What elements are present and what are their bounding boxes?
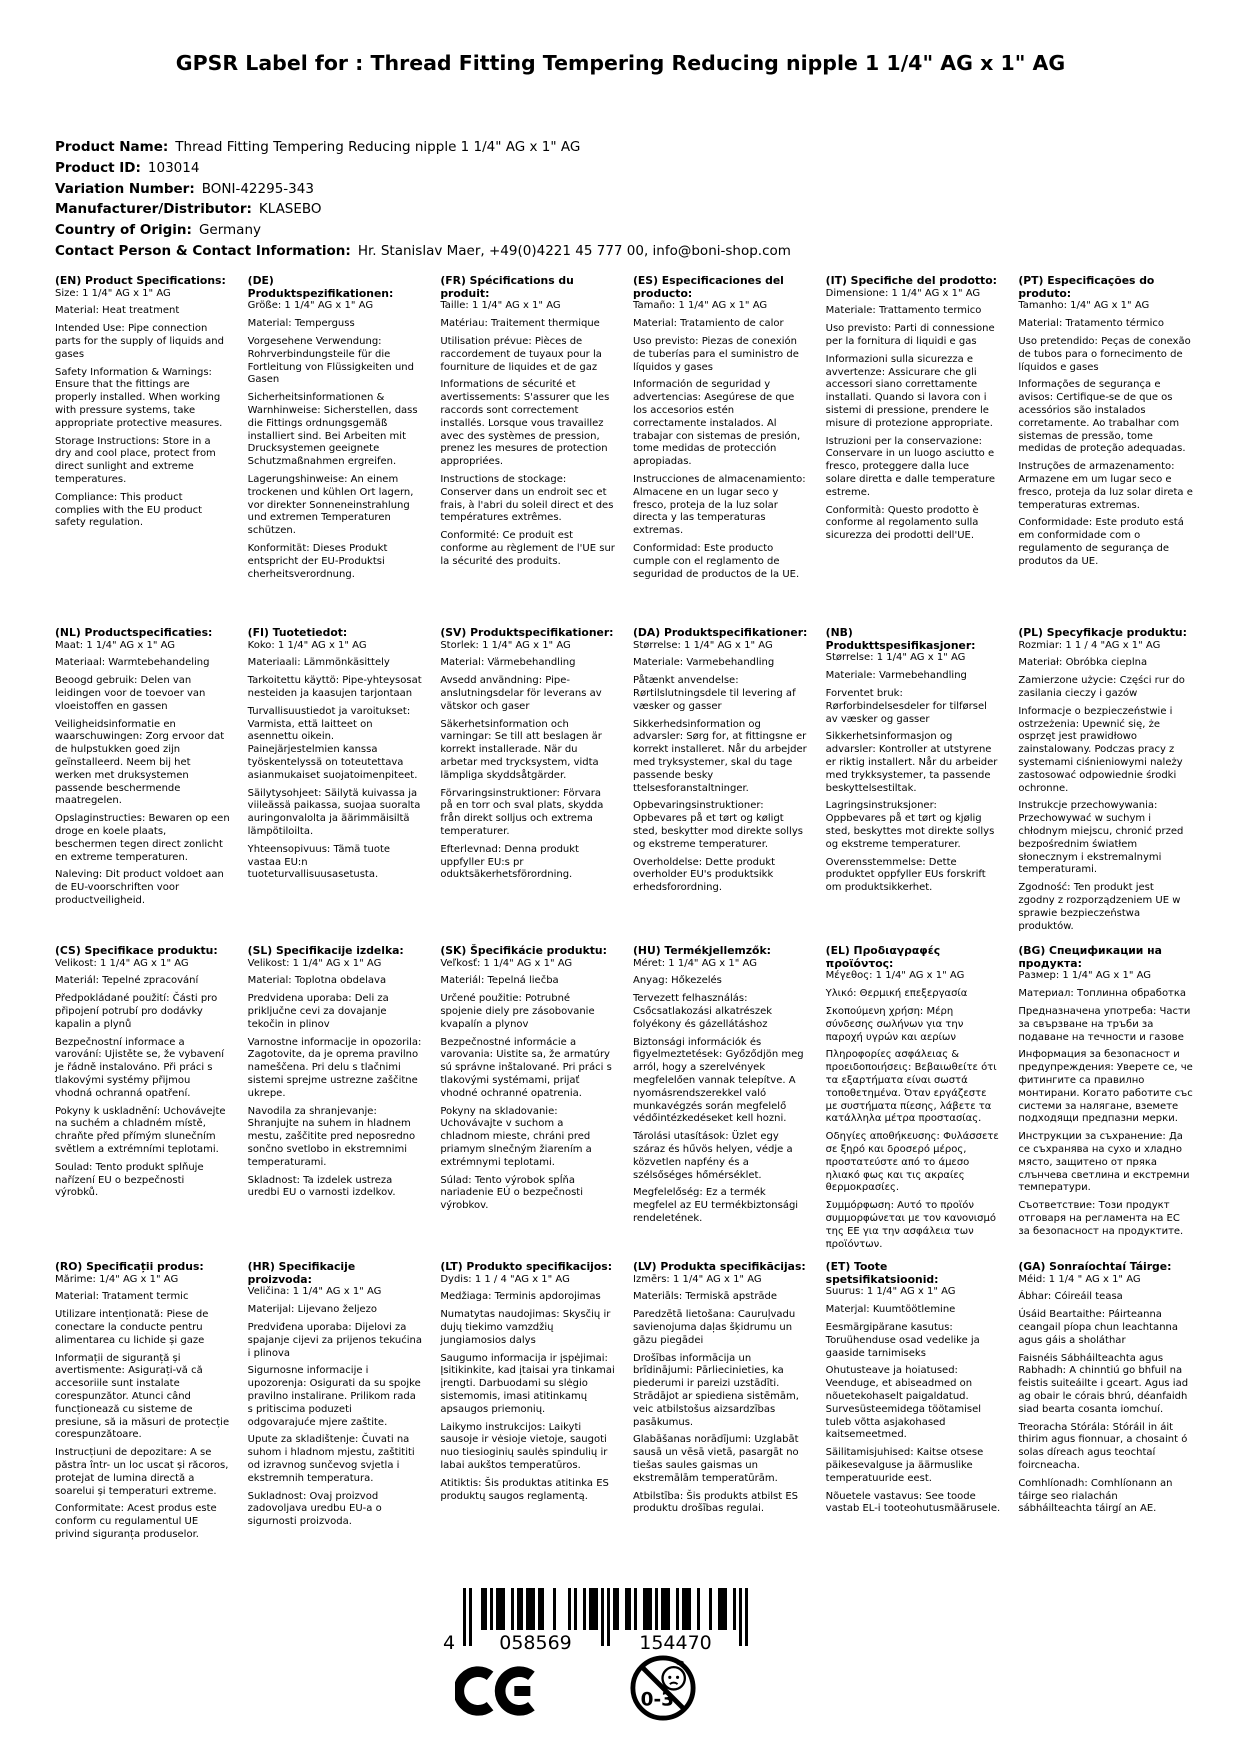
- spec-paragraph: Σκοπούμενη χρήση: Μέρη σύνδεσης σωλήνων για την παροχή υγρών και αερίων: [825, 1005, 964, 1043]
- language-block-fi: [248, 627, 423, 945]
- info-label: Contact Person & Contact Information:: [55, 242, 351, 259]
- spec-paragraph: Säilitamisjuhised: Kaitse otsese päikesevalguse ja äärmuslike temperatuuride eest.: [825, 1447, 984, 1484]
- spec-paragraph: Paredzētā lietošana: Cauruļvadu savienojuma daļas šķidrumu un gāzu piegādei: [633, 1309, 796, 1346]
- spec-paragraph: Istruzioni per la conservazione: Conservare in un luogo asciutto e fresco, proteggere dalla luce solare diretta e dalle temperature estreme.: [825, 435, 995, 498]
- spec-paragraph: Συμμόρφωση: Αυτό το προϊόν συμμορφώνεται με τον κανονισμό της ΕΕ για την ασφάλεια των προϊόντων.: [825, 1200, 996, 1250]
- language-block-de: [248, 275, 423, 627]
- spec-paragraph: Upute za skladištenje: Čuvati na suhom i hladnom mjestu, zaštititi od izravnog sunčevog svjetla i ekstremnih temperatura.: [247, 1434, 415, 1484]
- spec-paragraph: Bezpečnostné informácie a varovania: Uistite sa, že armatúry sú správne inštalované. Pri práci s tlakovými systémami, prijať vhodné ochranné opatrenia.: [440, 1036, 612, 1099]
- language-block-title: (LT) Produkto specifikacijos:: [440, 1259, 613, 1273]
- spec-paragraph: Navodila za shranjevanje: Shranjujte na suhem in hladnem mestu, zaščitite pred neposredno sončno svetlobo in ekstremnimi temperaturami.: [247, 1105, 416, 1168]
- language-block-sv: [440, 627, 615, 945]
- spec-paragraph: Zgodność: Ten produkt jest zgodny z rozporządzeniem UE w sprawie bezpieczeństwa produktów.: [1018, 882, 1181, 932]
- spec-paragraph: Størrelse: 1 1/4" AG x 1" AG: [825, 652, 966, 664]
- spec-paragraph: Ábhar: Cóireáil teasa: [1018, 1291, 1123, 1303]
- language-block-pt: [1018, 275, 1193, 627]
- spec-paragraph: Velikost: 1 1/4" AG x 1" AG: [55, 957, 189, 969]
- spec-paragraph: Intended Use: Pipe connection parts for the supply of liquids and gases: [55, 323, 224, 360]
- language-block-title: (ES) Especificaciones del producto:: [633, 273, 784, 300]
- spec-paragraph: Tárolási utasítások: Üzlet egy száraz és hűvös helyen, védje a közvetlen napfény és a szélsőséges hőmérséklet.: [633, 1131, 793, 1181]
- spec-paragraph: Veiligheidsinformatie en waarschuwingen: Zorg ervoor dat de hulpstukken goed zijn geïnstalleerd. Neem bij het werken met druksystemen passende beschermende maatregelen.: [55, 718, 225, 807]
- spec-paragraph: Treoracha Stórála: Stóráil in áit thirim agus fionnuar, a chosaint ó solas díreach agus teochtaí foircneacha.: [1018, 1421, 1188, 1471]
- language-block-title: (PT) Especificações do produto:: [1018, 273, 1155, 300]
- spec-paragraph: Bezpečnostní informace a varování: Ujistěte se, že vybavení je řádně instalováno. Při práci s tlakovými systémy přijmou vhodná ochranná opatření.: [55, 1036, 224, 1099]
- product-info-row: [55, 179, 1186, 200]
- spec-paragraph: Conformité: Ce produit est conforme au règlement de l'UE sur la sécurité des produits.: [440, 530, 615, 567]
- spec-paragraph: Předpokládané použití: Části pro připojení potrubí pro dodávky kapalin a plynů: [55, 993, 218, 1030]
- spec-paragraph: Предназначена употреба: Части за свързване на тръби за подаване на течности и газове: [1018, 1005, 1191, 1043]
- language-block-title: (FR) Spécifications du produit:: [440, 273, 574, 300]
- language-block-lt: [440, 1261, 615, 1547]
- ce-mark-icon: [455, 1660, 543, 1722]
- spec-paragraph: Overholdelse: Dette produkt overholder EU's produktsikk erhedsforordning.: [633, 856, 776, 894]
- spec-paragraph: Numatytas naudojimas: Skysčių ir dujų tiekimo vamzdžių jungiamosios dalys: [440, 1309, 611, 1346]
- spec-paragraph: Medžiaga: Terminis apdorojimas: [440, 1291, 601, 1303]
- spec-paragraph: Efterlevnad: Denna produkt uppfyller EU:s pr oduktsäkerhetsförordning.: [440, 843, 579, 881]
- language-block-title: (ET) Toote spetsifikatsioonid:: [825, 1259, 939, 1286]
- language-block-en: [55, 275, 230, 627]
- spec-paragraph: Πληροφορίες ασφάλειας & προειδοποιήσεις: Βεβαιωθείτε ότι τα εξαρτήματα είναι σωστά τοποθετημένα. Όταν εργάζεστε με συστήματα πίεσης, λάβετε τα κατάλληλα μέτρα προστασίας.: [825, 1049, 997, 1125]
- product-info: [55, 137, 1186, 262]
- spec-paragraph: Información de seguridad y advertencias: Asegúrese de que los accesorios estén correctamente instalados. Al trabajar con sistemas de presión, tome medidas de protección apropiadas.: [633, 379, 801, 468]
- language-block-title: (PL) Specyfikacje produktu:: [1018, 625, 1187, 639]
- language-block-title: (HU) Termékjellemzők:: [633, 943, 771, 957]
- language-block-cs: [55, 945, 230, 1261]
- spec-paragraph: Υλικό: Θερμική επεξεργασία: [825, 988, 968, 1000]
- spec-paragraph: Určené použitie: Potrubné spojenie diely pre zásobovanie kvapalín a plynov: [440, 993, 595, 1030]
- spec-paragraph: Compliance: This product complies with the EU product safety regulation.: [55, 491, 203, 529]
- spec-paragraph: Glabāšanas norādījumi: Uzglabāt sausā un vēsā vietā, pasargāt no tiešas saules gaismas un ekstremālām temperatūrām.: [633, 1434, 799, 1484]
- language-block-title: (NL) Productspecificaties:: [55, 625, 213, 639]
- info-label: Variation Number:: [55, 180, 195, 197]
- spec-paragraph: Instrucciones de almacenamiento: Almacene en un lugar seco y fresco, proteja de la luz solar directa y las temperaturas extremas.: [633, 473, 806, 537]
- info-label: Manufacturer/Distributor:: [55, 201, 252, 218]
- spec-paragraph: Materiaal: Warmtebehandeling: [55, 657, 210, 669]
- spec-paragraph: Konformität: Dieses Produkt entspricht der EU-Produktsi cherheitsverordnung.: [247, 542, 388, 580]
- language-block-sk: [440, 945, 615, 1261]
- spec-paragraph: Materiál: Tepelná liečba: [440, 975, 559, 987]
- spec-paragraph: Informații de siguranță și avertismente: Asigurați-vă că accesoriile sunt instalate corespunzător. Atunci când funcționează cu sisteme de presiune, să ia măsuri de protecție corespunzătoare.: [55, 1352, 230, 1441]
- language-block-title: (EL) Προδιαγραφές προϊόντος:: [825, 943, 941, 970]
- barcode-first-digit: 4: [442, 1632, 456, 1654]
- language-block-title: (DE) Produktspezifikationen:: [247, 273, 394, 300]
- language-block-title: (RO) Specificații produs:: [55, 1259, 204, 1273]
- spec-paragraph: Atbilstība: Šis produkts atbilst ES produktu drošības regulai.: [633, 1490, 799, 1515]
- spec-paragraph: Ohutusteave ja hoiatused: Veenduge, et abiseadmed on nõuetekohaselt paigaldatud. Survesüsteemidega töötamisel tuleb võtta asjakohased kaitsemeetmed.: [825, 1365, 982, 1441]
- spec-paragraph: Utilizare intenționată: Piese de conectare la conducte pentru alimentarea cu lichide și gaze: [55, 1309, 209, 1346]
- spec-paragraph: Material: Toplotna obdelava: [247, 975, 387, 987]
- spec-paragraph: Material: Temperguss: [247, 318, 355, 330]
- spec-paragraph: Lagringsinstruksjoner: Oppbevares på et tørt og kjølig sted, beskyttes mot direkte sollys og ekstreme temperaturer.: [825, 800, 995, 850]
- spec-paragraph: Materiale: Trattamento termico: [825, 305, 982, 317]
- language-block-title: (IT) Specifiche del prodotto:: [825, 273, 997, 287]
- spec-paragraph: Material: Tratamento térmico: [1018, 318, 1165, 330]
- language-block-title: (FI) Tuotetiedot:: [247, 625, 348, 639]
- language-block-title: (EN) Product Specifications:: [55, 273, 226, 287]
- product-info-row: [55, 220, 1186, 241]
- language-block-sl: [248, 945, 423, 1261]
- language-block-hr: [248, 1261, 423, 1547]
- spec-paragraph: Размер: 1 1/4" AG x 1" AG: [1018, 970, 1152, 982]
- spec-paragraph: Säilytysohjeet: Säilytä kuivassa ja viileässä paikassa, suojaa suoralta auringonvalolta ja äärimmäisiltä lämpötiloilta.: [247, 787, 421, 837]
- spec-paragraph: Veličina: 1 1/4" AG x 1" AG: [247, 1286, 382, 1298]
- language-block-da: [633, 627, 808, 945]
- spec-paragraph: Dydis: 1 1 / 4 "AG x 1" AG: [440, 1273, 570, 1285]
- footer: [442, 1588, 748, 1711]
- spec-paragraph: Eesmärgipärane kasutus: Toruühenduse osad vedelike ja gaaside tarnimiseks: [825, 1321, 980, 1359]
- spec-paragraph: Soulad: Tento produkt splňuje nařízení EU o bezpečnosti výrobků.: [55, 1161, 204, 1199]
- spec-paragraph: Conformità: Questo prodotto è conforme al regolamento sulla sicurezza dei prodotti dell'UE.: [825, 504, 979, 542]
- language-block-title: (GA) Sonraíochtaí Táirge:: [1018, 1259, 1172, 1273]
- spec-paragraph: Μέγεθος: 1 1/4" AG x 1" AG: [825, 970, 965, 982]
- spec-paragraph: Izmērs: 1 1/4" AG x 1" AG: [633, 1273, 762, 1285]
- language-block-title: (NB) Produkttspesifikasjoner:: [825, 625, 976, 652]
- spec-paragraph: Size: 1 1/4" AG x 1" AG: [55, 287, 171, 299]
- spec-paragraph: Úsáid Beartaithe: Páirteanna ceangail píopa chun leachtanna agus gáis a sholáthar: [1018, 1309, 1178, 1346]
- info-label: Product Name:: [55, 139, 169, 155]
- spec-paragraph: Storlek: 1 1/4" AG x 1" AG: [440, 639, 571, 651]
- spec-paragraph: Saugumo informacija ir įspėjimai: Įsitikinkite, kad įtaisai yra tinkamai įrengti. Darbuodami su slėgio sistemomis, imasi atitinkamų apsaugos priemonių.: [440, 1352, 615, 1415]
- spec-paragraph: Tervezett felhasználás: Csőcsatlakozási alkatrészek folyékony és gázellátáshoz: [633, 993, 773, 1030]
- product-info-row: [55, 158, 1186, 179]
- product-info-row: [55, 137, 1186, 158]
- spec-paragraph: Vorgesehene Verwendung: Rohrverbindungsteile für die Fortleitung von Flüssigkeiten und Gasen: [247, 335, 414, 386]
- spec-paragraph: Drošības informācija un brīdinājumi: Pārliecinieties, ka piederumi ir pareizi uzstādīti. Strādājot ar spiediena sistēmām, veic atbilstošus aizsardzības pasākumus.: [633, 1352, 799, 1428]
- spec-paragraph: Pokyny na skladovanie: Uchovávajte v suchom a chladnom mieste, chráni pred priamym slnečným žiarením a extrémnymi teplotami.: [440, 1105, 592, 1168]
- spec-paragraph: Skladnost: Ta izdelek ustreza uredbi EU o varnosti izdelkov.: [247, 1174, 396, 1199]
- spec-paragraph: Méret: 1 1/4" AG x 1" AG: [633, 957, 757, 969]
- language-block-it: [826, 275, 1001, 627]
- spec-paragraph: Uso previsto: Parti di connessione per la fornitura di liquidi e gas: [825, 323, 995, 347]
- spec-paragraph: Sigurnosne informacije i upozorenja: Osigurati da su spojke pravilno instalirane. Prilikom rada s pritiscima poduzeti odgovarajuće mjere zaštite.: [247, 1365, 421, 1428]
- spec-paragraph: Dimensione: 1 1/4" AG x 1" AG: [825, 287, 981, 299]
- spec-paragraph: Storage Instructions: Store in a dry and cool place, protect from direct sunlight and extreme temperatures.: [55, 435, 216, 485]
- language-block-hu: [633, 945, 808, 1261]
- spec-paragraph: Matériau: Traitement thermique: [440, 318, 600, 330]
- spec-paragraph: Yhteensopivuus: Tämä tuote vastaa EU:n tuoteturvallisuusasetusta.: [247, 843, 391, 881]
- spec-paragraph: Uso pretendido: Peças de conexão de tubos para o fornecimento de líquidos e gases: [1018, 335, 1191, 373]
- spec-paragraph: Materiale: Varmebehandling: [633, 657, 775, 669]
- spec-paragraph: Opbevaringsinstruktioner: Opbevares på et tørt og køligt sted, beskytter mod direkte sollys og ekstreme temperaturer.: [633, 800, 803, 850]
- spec-paragraph: Material: Heat treatment: [55, 305, 180, 317]
- spec-paragraph: Mărime: 1/4" AG x 1" AG: [55, 1273, 179, 1285]
- spec-paragraph: Förvaringsinstruktioner: Förvara på en torr och sval plats, skydda från direkt solljus och extrema temperaturer.: [440, 787, 604, 837]
- spec-paragraph: Uso previsto: Piezas de conexión de tuberías para el suministro de líquidos y gases: [633, 335, 799, 373]
- spec-paragraph: Materijal: Lijevano željezo: [247, 1304, 378, 1316]
- spec-paragraph: Instructions de stockage: Conserver dans un endroit sec et frais, à l'abri du soleil direct et des températures extrêmes.: [440, 473, 614, 524]
- spec-paragraph: Rozmiar: 1 1 / 4 "AG x 1" AG: [1018, 639, 1161, 651]
- spec-paragraph: Инструкции за съхранение: Да се съхранява на сухо и хладно място, защитено от пряка слънчева светлина и екстремни температури.: [1018, 1131, 1190, 1194]
- info-value: 103014: [147, 159, 200, 176]
- spec-paragraph: Suurus: 1 1/4" AG x 1" AG: [825, 1286, 956, 1298]
- info-label: Product ID:: [55, 159, 141, 176]
- spec-paragraph: Megfelelőség: Ez a termék megfelel az EU termékbiztonsági rendeletének.: [633, 1187, 799, 1224]
- spec-paragraph: Anyag: Hőkezelés: [633, 975, 722, 987]
- spec-paragraph: Pokyny k uskladnění: Uchovávejte na suchém a chladném místě, chraňte před přímým slunečním světlem a extrémními teplotami.: [55, 1105, 226, 1155]
- info-value: Hr. Stanislav Maer, +49(0)4221 45 777 00, info@boni-shop.com: [357, 242, 791, 259]
- spec-paragraph: Informazioni sulla sicurezza e avvertenze: Assicurare che gli accessori siano correttamente installati. Quando si lavora con i sistemi di pressione, prendere le misure di protezione appropriate.: [825, 353, 993, 429]
- spec-paragraph: Materiał: Obróbka cieplna: [1018, 657, 1148, 669]
- spec-paragraph: Sukladnost: Ovaj proizvod zadovoljava uredbu EU-a o sigurnosti proizvoda.: [247, 1490, 382, 1528]
- language-block-title: (DA) Produktspecifikationer:: [633, 625, 808, 639]
- spec-paragraph: Material: Värmebehandling: [440, 657, 576, 669]
- spec-paragraph: Biztonsági információk és figyelmeztetések: Győződjön meg arról, hogy a szerelvények megfelelően vannak telepítve. A nyomásrendszerekkel való munkavégzés során megfelelő védőintézkedéseket kell hozni.: [633, 1036, 804, 1125]
- language-block-et: [826, 1261, 1001, 1547]
- language-block-es: [633, 275, 808, 627]
- spec-paragraph: Sikkerhedsinformation og advarsler: Sørg for, at fittingsne er korrekt installeret. Når du arbejder med tryksystemer, skal du tage passende besky ttelsesforanstaltninger.: [633, 718, 807, 794]
- spec-paragraph: Taille: 1 1/4" AG x 1" AG: [440, 300, 561, 312]
- info-value: Thread Fitting Tempering Reducing nipple 1 1/4" AG x 1" AG: [175, 139, 581, 155]
- spec-paragraph: Instruções de armazenamento: Armazene em um lugar seco e fresco, proteja da luz solar direta e temperaturas extremas.: [1018, 461, 1193, 511]
- spec-paragraph: Laikymo instrukcijos: Laikyti sausoje ir vėsioje vietoje, saugoti nuo tiesioginių saulės spindulių ir labai aukštos temperatūros.: [440, 1421, 608, 1471]
- spec-paragraph: Koko: 1 1/4" AG x 1" AG: [247, 639, 367, 651]
- language-block-ga: [1018, 1261, 1193, 1547]
- language-block-bg: [1018, 945, 1193, 1261]
- ean-barcode: [442, 1588, 748, 1711]
- spec-paragraph: Maat: 1 1/4" AG x 1" AG: [55, 639, 176, 651]
- info-value: KLASEBO: [258, 201, 322, 218]
- product-info-row: [55, 241, 1186, 262]
- spec-paragraph: Tamanho: 1/4" AG x 1" AG: [1018, 300, 1150, 312]
- spec-paragraph: Veľkosť: 1 1/4" AG x 1" AG: [440, 957, 573, 969]
- language-block-el: [826, 945, 1001, 1261]
- spec-paragraph: Velikost: 1 1/4" AG x 1" AG: [247, 957, 382, 969]
- spec-paragraph: Conformidade: Este produto está em conformidade com o regulamento de segurança de produtos da UE.: [1018, 517, 1184, 567]
- spec-paragraph: Utilisation prévue: Pièces de raccordement de tuyaux pour la fourniture de liquides et de gaz: [440, 335, 602, 373]
- spec-paragraph: Conformidad: Este producto cumple con el reglamento de seguridad de productos de la UE.: [633, 542, 800, 580]
- spec-paragraph: Größe: 1 1/4" AG x 1" AG: [247, 300, 374, 312]
- spec-paragraph: Beoogd gebruik: Delen van leidingen voor de toevoer van vloeistoffen en gassen: [55, 675, 206, 712]
- language-block-pl: [1018, 627, 1193, 945]
- language-block-title: (SK) Špecifikácie produktu:: [440, 943, 607, 957]
- spec-paragraph: Säkerhetsinformation och varningar: Se till att beslagen är korrekt installerade. När du arbetar med trycksystem, vidta lämpliga skyddsåtgärder.: [440, 718, 602, 781]
- spec-paragraph: Avsedd användning: Pipe-anslutningsdelar för leverans av vätskor och gaser: [440, 675, 602, 712]
- language-block-ro: [55, 1261, 230, 1547]
- language-block-title: (CS) Specifikace produktu:: [55, 943, 218, 957]
- spec-paragraph: Predvidena uporaba: Deli za priključne cevi za dovajanje tekočin in plinov: [247, 993, 389, 1030]
- language-block-title: (LV) Produkta specifikācijas:: [633, 1259, 806, 1273]
- spec-paragraph: Информация за безопасност и предупреждения: Уверете се, че фитингите са правилно монтирани. Когато работите със системи за налягане, вземете подходящи предпазни мерки.: [1018, 1049, 1193, 1125]
- spec-paragraph: Materiāls: Termiskā apstrāde: [633, 1291, 778, 1303]
- spec-paragraph: Safety Information & Warnings: Ensure that the fittings are properly installed. When working with pressure systems, take appropriate protective measures.: [55, 366, 223, 429]
- spec-paragraph: Съответствие: Този продукт отговаря на регламента на ЕС за безопасност на продуктите.: [1018, 1200, 1184, 1237]
- spec-paragraph: Faisnéis Sábháilteachta agus Rabhadh: A chinntiú go bhfuil na feistis suiteáilte i gceart. Agus iad ag obair le córais bhrú, déanfaidh siad bearta cosanta iomchuí.: [1018, 1352, 1189, 1415]
- spec-paragraph: Nõuetele vastavus: See toode vastab EL-i tooteohutusmäärusele.: [825, 1490, 1001, 1515]
- barcode-digits-right: 154470: [613, 1632, 738, 1654]
- spec-paragraph: Tarkoitettu käyttö: Pipe-yhteysosat nesteiden ja kaasujen tarjontaan: [247, 675, 422, 699]
- spec-paragraph: Instrukcje przechowywania: Przechowywać w suchym i chłodnym miejscu, chronić przed bezpośrednim światłem słonecznym i ekstremalnymi temperaturami.: [1018, 800, 1184, 876]
- spec-paragraph: Overensstemmelse: Dette produktet oppfyller EUs forskrift om produktsikkerhet.: [825, 856, 986, 894]
- barcode-digits-left: 058569: [473, 1632, 598, 1654]
- language-block-nl: [55, 627, 230, 945]
- product-info-row: [55, 199, 1186, 220]
- spec-paragraph: Материал: Топлинна обработка: [1018, 988, 1187, 1000]
- spec-paragraph: Instrucțiuni de depozitare: A se păstra într- un loc uscat și răcoros, protejat de lumina directă a soarelui și temperaturi extreme.: [55, 1447, 229, 1497]
- age-warning-icon: [629, 1654, 697, 1722]
- spec-paragraph: Conformitate: Acest produs este conform cu regulamentul UE privind siguranța produselor.: [55, 1503, 217, 1540]
- spec-paragraph: Opslaginstructies: Bewaren op een droge en koele plaats, beschermen tegen direct zonlicht en extreme temperaturen.: [55, 813, 230, 863]
- spec-paragraph: Súlad: Tento výrobok spĺňa nariadenie EÚ o bezpečnosti výrobkov.: [440, 1174, 583, 1212]
- spec-paragraph: Forventet bruk: Rørforbindelsesdeler for tilførsel av væsker og gasser: [825, 687, 987, 725]
- language-block-title: (BG) Спецификации на продукта:: [1018, 943, 1162, 970]
- spec-paragraph: Materiál: Tepelné zpracování: [55, 975, 199, 987]
- spec-paragraph: Materiale: Varmebehandling: [825, 670, 967, 682]
- spec-paragraph: Méid: 1 1/4 " AG x 1" AG: [1018, 1273, 1141, 1285]
- spec-paragraph: Tamaño: 1 1/4" AG x 1" AG: [633, 300, 768, 312]
- spec-paragraph: Lagerungshinweise: An einem trockenen und kühlen Ort lagern, vor direkter Sonneneinstrahlung und extremen Temperaturen schützen.: [247, 473, 414, 537]
- spec-paragraph: Sicherheitsinformationen & Warnhinweise: Sicherstellen, dass die Fittings ordnungsgemäß installiert sind. Bei Arbeiten mit Drucksystemen geeignete Schutzmaßnahmen ergreifen.: [247, 392, 418, 468]
- info-value: Germany: [198, 222, 261, 239]
- language-block-title: (HR) Specifikacije proizvoda:: [247, 1259, 356, 1286]
- spec-paragraph: Οδηγίες αποθήκευσης: Φυλάσσετε σε ξηρό και δροσερό μέρος, προστατεύστε από το άμεσο ηλιακό φως και τις ακραίες θερμοκρασίες.: [825, 1131, 999, 1194]
- age-warning-label: 0-3: [640, 1689, 674, 1711]
- spec-paragraph: Material: Tratamiento de calor: [633, 318, 784, 330]
- spec-paragraph: Zamierzone użycie: Części rur do zasilania cieczy i gazów: [1018, 675, 1185, 699]
- spec-paragraph: Material: Tratament termic: [55, 1291, 189, 1303]
- spec-paragraph: Materiaali: Lämmönkäsittely: [247, 657, 390, 669]
- spec-paragraph: Atitiktis: Šis produktas atitinka ES produktų saugos reglamentą.: [440, 1477, 609, 1502]
- language-block-fr: [440, 275, 615, 627]
- spec-paragraph: Naleving: Dit product voldoet aan de EU-voorschriften voor productveiligheid.: [55, 869, 224, 906]
- language-block-nb: [826, 627, 1001, 945]
- spec-paragraph: Comhlíonadh: Comhlíonann an táirge seo rialachán sábháilteachta táirgí an AE.: [1018, 1477, 1173, 1515]
- language-grid: [55, 275, 1193, 1547]
- spec-paragraph: Varnostne informacije in opozorila: Zagotovite, da je oprema pravilno nameščena. Pri delu s tlačnimi sistemi sprejme ustrezne zaščitne ukrepe.: [247, 1036, 422, 1099]
- spec-paragraph: Turvallisuustiedot ja varoitukset: Varmista, että laitteet on asennettu oikein. Painejärjestelmien kanssa työskentelyssä on toteutettava asianmukaiset suojatoimenpiteet.: [247, 705, 418, 781]
- spec-paragraph: Sikkerhetsinformasjon og advarsler: Kontroller at utstyrene er riktig installert. Når du arbeider med trykksystemer, ta passende beskyttelsestiltak.: [825, 731, 998, 794]
- spec-paragraph: Informations de sécurité et avertissements: S'assurer que les raccords sont correctement installés. Lorsque vous travaillez avec des systèmes de pression, prenez les mesures de protection appropriées.: [440, 379, 610, 468]
- language-block-title: (SL) Specifikacije izdelka:: [247, 943, 404, 957]
- spec-paragraph: Predviđena uporaba: Dijelovi za spajanje cijevi za prijenos tekućina i plinova: [247, 1321, 422, 1359]
- info-value: BONI-42295-343: [201, 180, 314, 197]
- language-block-title: (SV) Produktspecifikationer:: [440, 625, 614, 639]
- spec-paragraph: Informações de segurança e avisos: Certifique-se de que os acessórios são instalados corretamente. Ao trabalhar com sistemas de pressão, tome medidas de proteção adequadas.: [1018, 379, 1186, 455]
- page-title: GPSR Label for : Thread Fitting Tempering Reducing nipple 1 1/4" AG x 1" AG: [175, 51, 1066, 75]
- spec-paragraph: Informacje o bezpieczeństwie i ostrzeżenia: Upewnić się, że osprzęt jest prawidłowo zainstalowany. Podczas pracy z systemami ciśnieniowymi należy zastosować odpowiednie środki ochronne.: [1018, 705, 1183, 794]
- info-label: Country of Origin:: [55, 222, 192, 239]
- spec-paragraph: Størrelse: 1 1/4" AG x 1" AG: [633, 639, 773, 651]
- spec-paragraph: Materjal: Kuumtöötlemine: [825, 1304, 956, 1316]
- language-block-lv: [633, 1261, 808, 1547]
- spec-paragraph: Påtænkt anvendelse: Rørtilslutningsdele til levering af væsker og gasser: [633, 675, 796, 712]
